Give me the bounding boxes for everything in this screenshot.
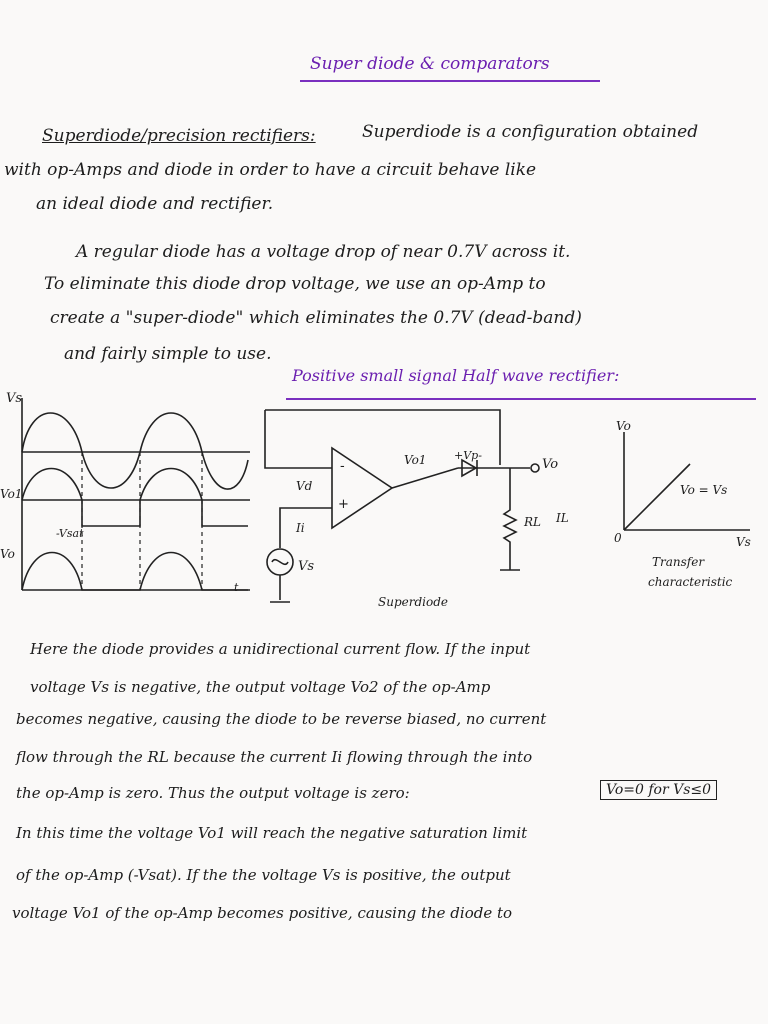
noninverting-wire xyxy=(280,508,332,548)
para1-line3: create a "super-diode" which eliminates the 0.7V (dead-band) xyxy=(50,308,582,328)
label-neg-vsat: -Vsat xyxy=(56,527,84,540)
label-circuit-vd: Vd xyxy=(296,479,313,493)
label-circuit-vp: +Vp- xyxy=(454,449,482,462)
label-opamp-plus: + xyxy=(338,497,349,512)
label-vo-wave: Vo xyxy=(0,547,15,561)
transfer-caption-1: Transfer xyxy=(652,555,705,569)
para2-line1: Here the diode provides a unidirectional current flow. If the input xyxy=(30,640,531,658)
para2-line7: of the op-Amp (-Vsat). If the the voltage Vs is positive, the output xyxy=(16,866,511,884)
label-vs-wave: Vs xyxy=(6,391,23,406)
intro-line1: Superdiode is a configuration obtained xyxy=(362,122,699,142)
vo-wave xyxy=(22,553,248,594)
circuit-caption: Superdiode xyxy=(378,595,448,609)
intro-line3: an ideal diode and rectifier. xyxy=(36,194,274,214)
label-opamp-minus: - xyxy=(340,459,345,474)
vs-wave xyxy=(22,413,248,489)
opamp-output-wire xyxy=(392,468,458,488)
para1-line2: To eliminate this diode drop voltage, we use an op-Amp to xyxy=(44,274,546,294)
para2-line2: voltage Vs is negative, the output voltage Vo2 of the op-Amp xyxy=(30,678,491,696)
transfer-caption-2: characteristic xyxy=(648,575,733,589)
boxed-equation: Vo=0 for Vs≤0 xyxy=(600,780,717,800)
transfer-origin: 0 xyxy=(614,531,622,545)
rl-resistor xyxy=(504,468,516,570)
label-circuit-vo1: Vo1 xyxy=(404,453,427,467)
para2-line4: flow through the RL because the current Ii flowing through the into xyxy=(16,748,533,766)
para2-line5: the op-Amp is zero. Thus the output voltage is zero: xyxy=(16,784,410,802)
intro-heading: Superdiode/precision rectifiers: xyxy=(42,126,316,146)
para2-line3: becomes negative, causing the diode to be reverse biased, no current xyxy=(16,710,547,728)
subheading: Positive small signal Half wave rectifier: xyxy=(292,366,620,385)
para2-line8: voltage Vo1 of the op-Amp becomes positive, causing the diode to xyxy=(12,904,513,922)
vo1-wave xyxy=(22,469,248,527)
intro-line2: with op-Amps and diode in order to have a circuit behave like xyxy=(4,160,537,180)
label-vo1-wave: Vo1 xyxy=(0,487,23,501)
label-circuit-vs: Vs xyxy=(298,559,315,574)
page-title: Super diode & comparators xyxy=(310,54,550,74)
transfer-y-label: Vo xyxy=(616,419,631,433)
transfer-line xyxy=(624,464,690,530)
label-time: t xyxy=(234,581,239,594)
label-circuit-ii: Ii xyxy=(296,521,305,535)
para1-line1: A regular diode has a voltage drop of near 0.7V across it. xyxy=(76,242,571,262)
label-circuit-rl: RL xyxy=(524,515,542,529)
inverting-wire xyxy=(265,410,332,468)
transfer-x-label: Vs xyxy=(736,535,751,549)
para1-line4: and fairly simple to use. xyxy=(64,344,272,364)
label-circuit-vo: Vo xyxy=(542,457,559,472)
label-circuit-il: IL xyxy=(556,511,569,525)
para2-line6: In this time the voltage Vo1 will reach the negative saturation limit xyxy=(16,824,528,842)
transfer-line-label: Vo = Vs xyxy=(680,483,728,497)
